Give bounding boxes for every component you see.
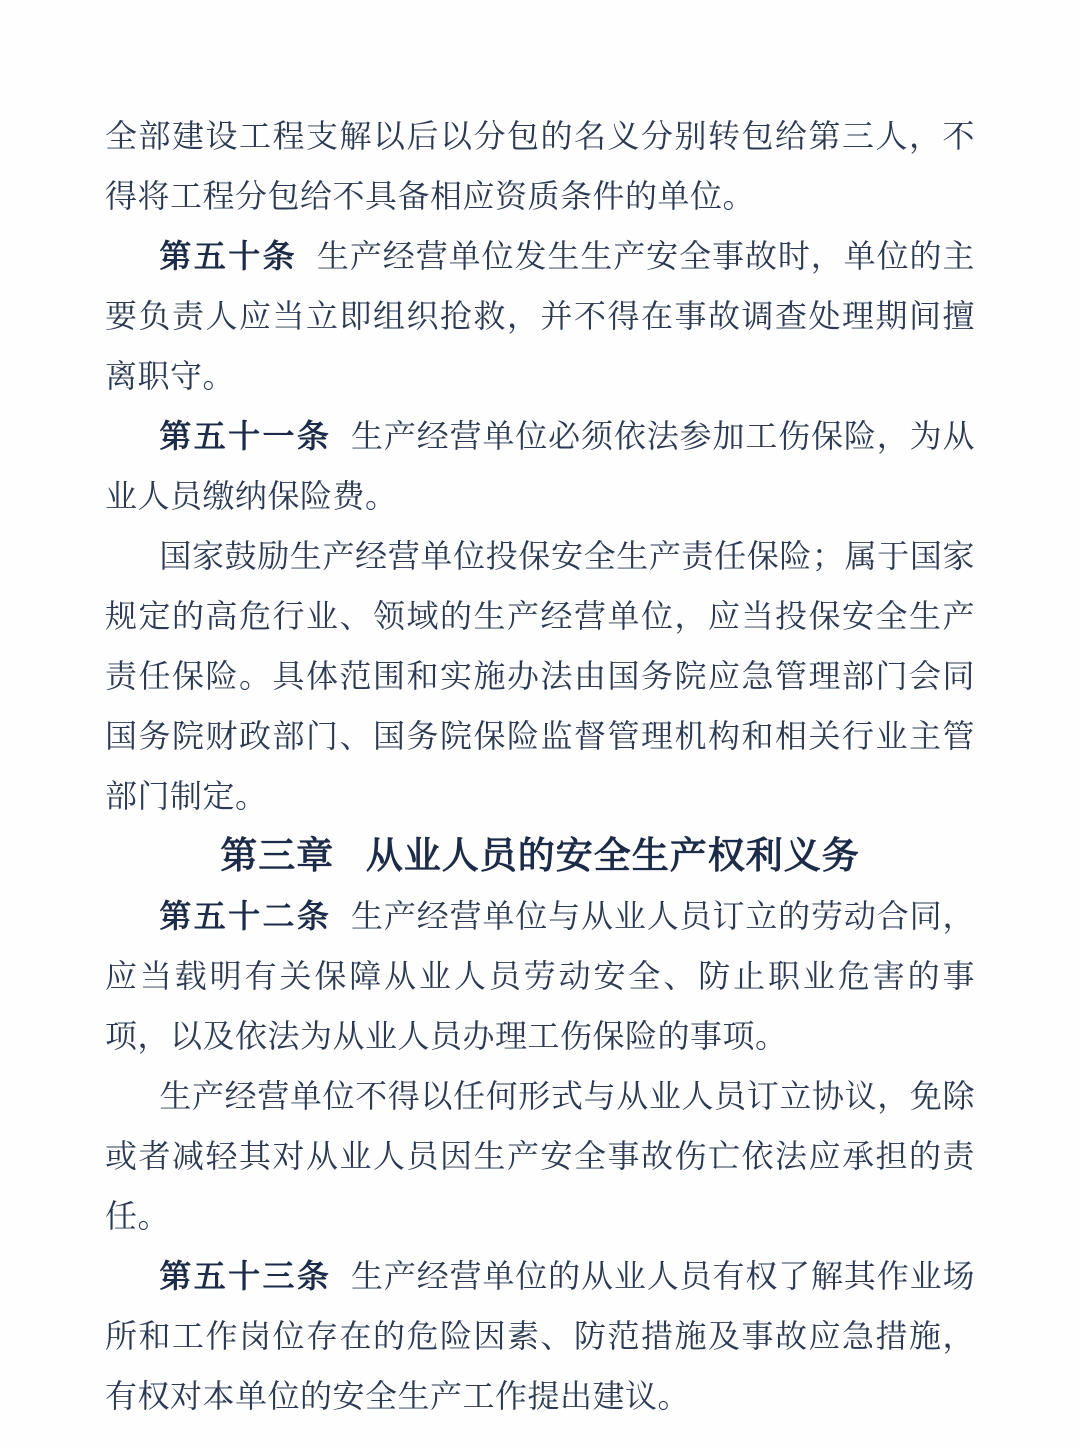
paragraph-article-51 — [105, 406, 975, 526]
paragraph-article-53 — [105, 1246, 975, 1426]
chapter-title: 从业人员的安全生产权利义务 — [365, 835, 860, 876]
article-51-number: 第五十一条 — [159, 418, 332, 454]
article-50-number: 第五十条 — [159, 238, 298, 274]
article-53-number: 第五十三条 — [159, 1258, 332, 1294]
paragraph-article-52 — [105, 886, 975, 1066]
paragraph-no-liability-waiver: 生产经营单位不得以任何形式与从业人员订立协议，免除或者减轻其对从业人员因生产安全事故伤亡依法应承担的责任。 — [105, 1078, 975, 1234]
chapter-heading — [105, 826, 975, 886]
article-51-text: 生产经营单位必须依法参加工伤保险，为从业人员缴纳保险费。 — [105, 418, 975, 514]
paragraph-continuation: 全部建设工程支解以后以分包的名义分别转包给第三人，不得将工程分包给不具备相应资质条件的单位。 — [105, 118, 975, 214]
article-50-text: 生产经营单位发生生产安全事故时，单位的主要负责人应当立即组织抢救，并不得在事故调查处理期间擅离职守。 — [105, 238, 975, 394]
paragraph-insurance-encouragement: 国家鼓励生产经营单位投保安全生产责任保险；属于国家规定的高危行业、领域的生产经营单位，应当投保安全生产责任保险。具体范围和实施办法由国务院应急管理部门会同国务院财政部门、国务院保险监督管理机构和相关行业主管部门制定。 — [105, 538, 975, 814]
article-53-text: 生产经营单位的从业人员有权了解其作业场所和工作岗位存在的危险因素、防范措施及事故应急措施，有权对本单位的安全生产工作提出建议。 — [105, 1258, 975, 1414]
article-52-number: 第五十二条 — [159, 898, 332, 934]
chapter-number: 第三章 — [220, 835, 335, 876]
article-52-text: 生产经营单位与从业人员订立的劳动合同，应当载明有关保障从业人员劳动安全、防止职业危害的事项，以及依法为从业人员办理工伤保险的事项。 — [105, 898, 975, 1054]
paragraph-article-50 — [105, 226, 975, 406]
